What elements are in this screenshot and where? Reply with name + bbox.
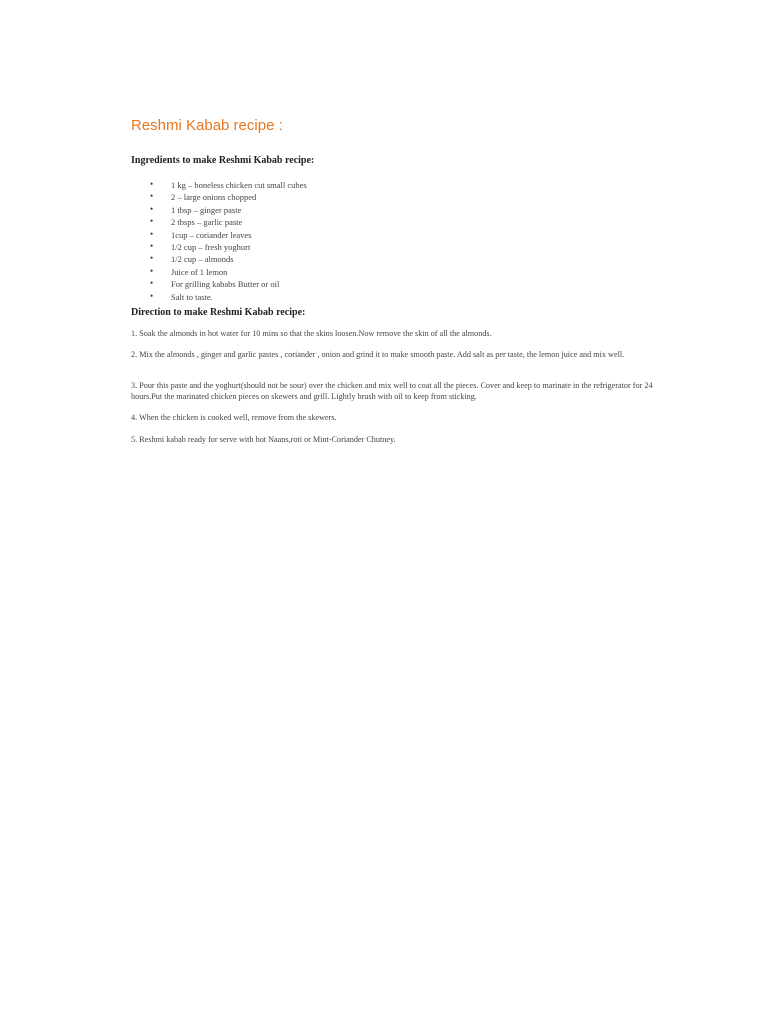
bullet-icon: • xyxy=(150,290,154,301)
ingredient-text: 1 kg – boneless chicken cut small cubes xyxy=(171,180,307,190)
recipe-title: Reshmi Kabab recipe : xyxy=(131,117,283,134)
bullet-icon: • xyxy=(150,191,154,202)
ingredient-text: 1/2 cup – almonds xyxy=(171,254,234,265)
ingredients-heading: Ingredients to make Reshmi Kabab recipe: xyxy=(131,155,315,166)
ingredient-text: 2 tbsps – garlic paste xyxy=(171,217,243,228)
ingredient-text: 1/2 cup – fresh yoghurt xyxy=(171,241,251,252)
ingredient-text: 2 – large onions chopped xyxy=(171,192,257,203)
direction-step-5: 5. Reshmi kabab ready for serve with hot Naans,roti or Mint-Coriander Chutney. xyxy=(131,435,396,444)
direction-step-1: 1. Soak the almonds in hot water for 10 mins so that the skins loosen.Now remove the skin of all the almonds. xyxy=(131,329,492,338)
bullet-icon: • xyxy=(150,278,154,289)
bullet-icon: • xyxy=(150,216,154,227)
ingredient-text: For grilling kababs Butter or oil xyxy=(171,279,280,290)
direction-step-2: 2. Mix the almonds , ginger and garlic pastes , coriander , onion and grind it to make smooth paste. Add salt as per taste, the lemon juice and mix well. xyxy=(131,350,625,359)
bullet-icon: • xyxy=(150,265,154,276)
bullet-icon: • xyxy=(150,179,154,189)
directions-heading: Direction to make Reshmi Kabab recipe: xyxy=(131,307,306,318)
bullet-icon: • xyxy=(150,240,154,251)
ingredient-text: Juice of 1 lemon xyxy=(171,266,228,277)
bullet-icon: • xyxy=(150,228,154,239)
ingredient-text: 1cup – coriander leaves xyxy=(171,229,252,240)
ingredient-text: Salt to taste. xyxy=(171,291,213,302)
bullet-icon: • xyxy=(150,203,154,214)
direction-step-4: 4. When the chicken is cooked well, remove from the skewers. xyxy=(131,413,337,422)
direction-step-3: 3. Pour this paste and the yoghurt(should not be sour) over the chicken and mix well to coat all the pieces. Cover and keep to marinate in the refrigerator for 24 hours.Put the marinated chicken pieces on skewers and grill. Lightly brush with oil to keep from sticking. xyxy=(131,381,653,401)
bullet-icon: • xyxy=(150,253,154,264)
ingredient-text: 1 tbsp – ginger paste xyxy=(171,204,242,215)
